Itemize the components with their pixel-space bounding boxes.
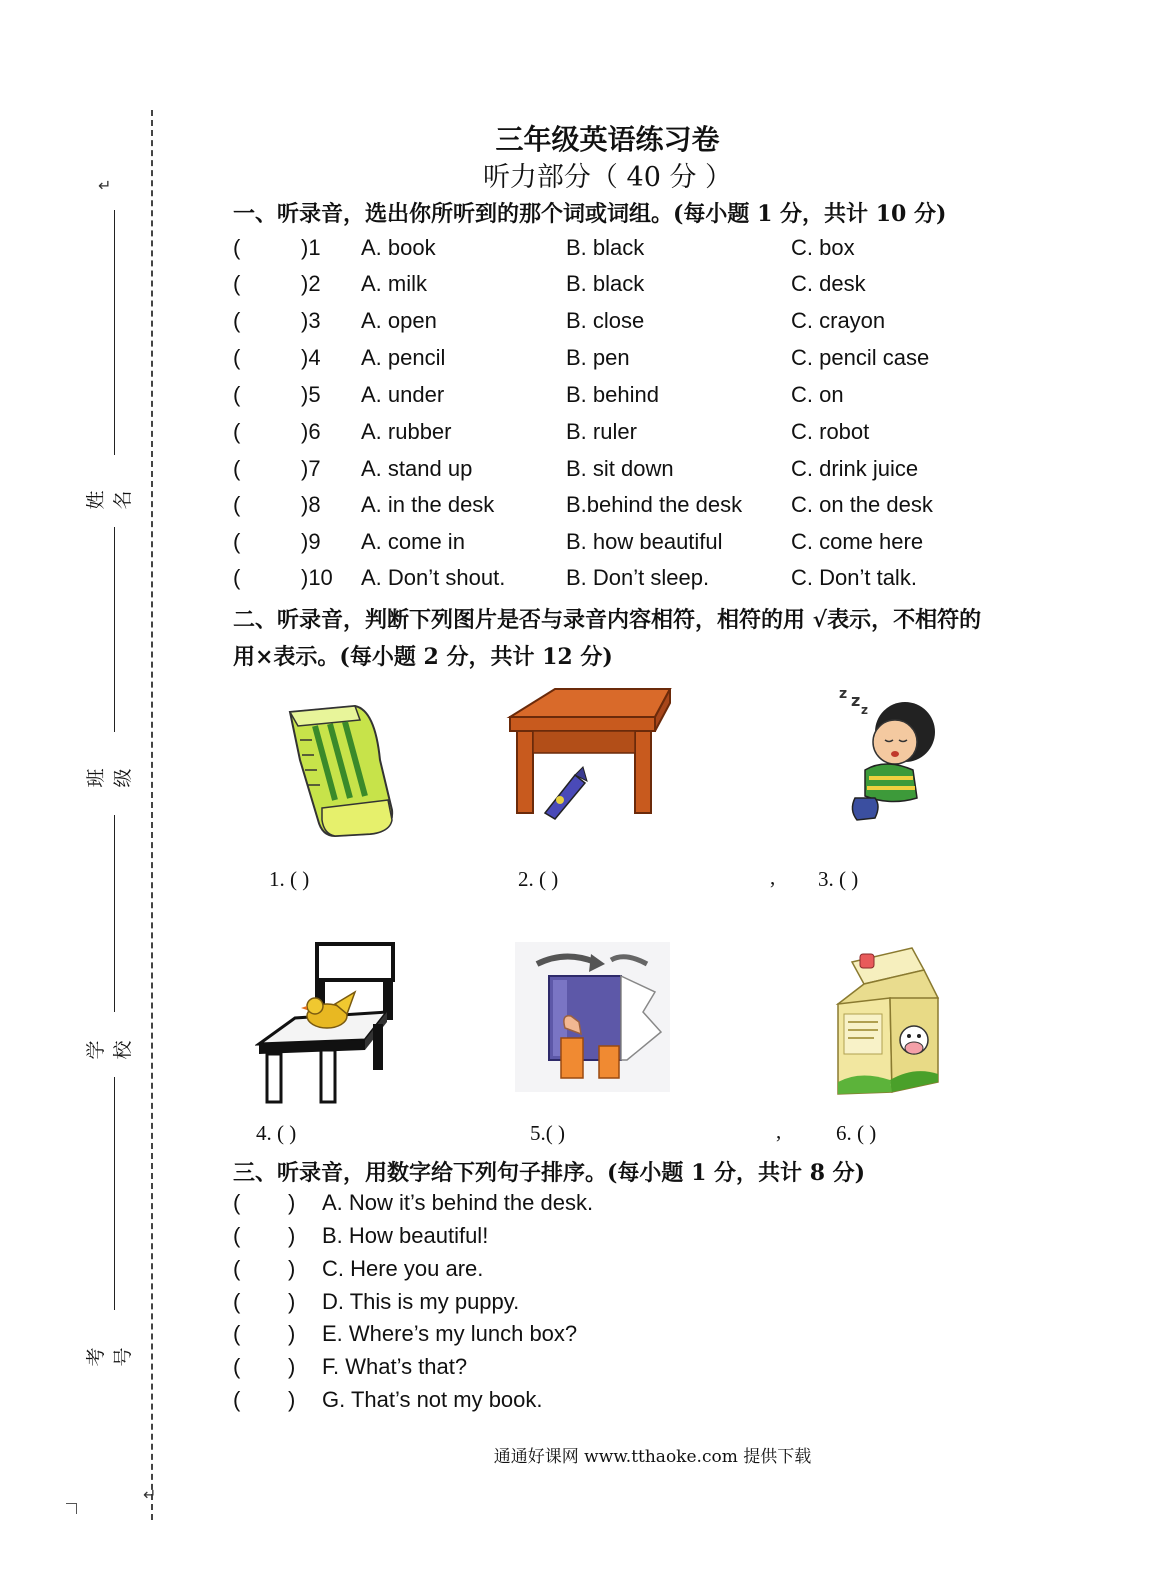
sentence-text: B. How beautiful!: [322, 1223, 489, 1248]
option-b: B. sit down: [566, 456, 674, 481]
answer-paren-open[interactable]: (: [233, 1387, 241, 1412]
option-b: B. Don’t sleep.: [566, 565, 710, 590]
question-number: )10: [301, 565, 333, 590]
page-title: 三年级英语练习卷: [495, 123, 720, 156]
question-row: [233, 492, 1033, 522]
answer-paren[interactable]: (: [233, 492, 241, 517]
answer-paren-close: ): [288, 1387, 296, 1412]
option-b: B. close: [566, 308, 645, 333]
option-c: C. Don’t talk.: [791, 565, 917, 590]
answer-paren-close: ): [288, 1190, 296, 1215]
answer-paren-close: ): [288, 1321, 296, 1346]
option-a: A. in the desk: [361, 492, 495, 517]
answer-paren[interactable]: (: [233, 419, 241, 444]
answer-paren-open[interactable]: (: [233, 1256, 241, 1281]
answer-paren[interactable]: (: [233, 308, 241, 333]
sentence-text: A. Now it’s behind the desk.: [322, 1190, 594, 1215]
option-c: C. on the desk: [791, 492, 933, 517]
picture-4-label[interactable]: 4. ( ): [256, 1121, 297, 1145]
ordering-row: [233, 1289, 833, 1319]
separator-comma: ,: [776, 1119, 782, 1143]
return-mark-bottom: ↵: [143, 1485, 157, 1504]
answer-paren-close: ): [288, 1354, 296, 1379]
question-number: )7: [301, 456, 321, 481]
option-a: A. Don’t shout.: [361, 565, 506, 590]
option-a: A. stand up: [361, 456, 473, 481]
option-b: B. black: [566, 271, 645, 296]
ordering-row: [233, 1387, 833, 1417]
bird-on-chair-picture: [255, 940, 400, 1105]
sentence-text: D. This is my puppy.: [322, 1289, 520, 1314]
sentence-text: C. Here you are.: [322, 1256, 484, 1281]
class-label: 班级: [85, 766, 134, 788]
option-b: B.behind the desk: [566, 492, 743, 517]
option-a: A. book: [361, 235, 436, 260]
question-row: [233, 308, 1033, 338]
answer-paren-open[interactable]: (: [233, 1321, 241, 1346]
answer-paren-close: ): [288, 1223, 296, 1248]
option-c: C. on: [791, 382, 844, 407]
answer-paren-open[interactable]: (: [233, 1223, 241, 1248]
exam-no-label: 考号: [85, 1345, 134, 1367]
section2-heading-line2: 用×表示。(每小题 2 分，共计 12 分): [233, 644, 613, 670]
ordering-row: [233, 1354, 833, 1384]
closing-book-picture: [515, 942, 670, 1092]
question-number: )6: [301, 419, 321, 444]
option-a: A. under: [361, 382, 445, 407]
option-a: A. open: [361, 308, 437, 333]
answer-paren[interactable]: (: [233, 345, 241, 370]
ordering-row: [233, 1321, 833, 1351]
sleeping-boy-picture: [835, 680, 945, 825]
option-b: B. pen: [566, 345, 630, 370]
section1-heading: 一、听录音，选出你所听到的那个词或词组。(每小题 1 分，共计 10 分): [233, 201, 947, 227]
section2-heading-line1: 二、听录音，判断下列图片是否与录音内容相符，相符的用 √表示，不相符的: [233, 607, 982, 633]
class-blank-line[interactable]: [114, 527, 115, 732]
name-label: 姓名: [85, 488, 134, 510]
ordering-row: [233, 1190, 833, 1220]
question-number: )8: [301, 492, 321, 517]
question-number: )1: [301, 235, 321, 260]
picture-6-label[interactable]: 6. ( ): [836, 1121, 877, 1145]
exam-no-blank-line[interactable]: [114, 1077, 115, 1310]
option-a: A. pencil: [361, 345, 446, 370]
school-blank-line[interactable]: [114, 815, 115, 1012]
return-mark-top: ↵: [98, 176, 112, 195]
desk-with-crayon-picture: [505, 685, 675, 820]
separator-comma: ,: [770, 865, 776, 889]
option-c: C. pencil case: [791, 345, 930, 370]
option-c: C. drink juice: [791, 456, 919, 481]
answer-paren[interactable]: (: [233, 235, 241, 260]
question-number: )5: [301, 382, 321, 407]
option-a: A. milk: [361, 271, 427, 296]
svg-text:z: z: [851, 691, 861, 710]
answer-paren-open[interactable]: (: [233, 1354, 241, 1379]
sentence-text: G. That’s not my book.: [322, 1387, 543, 1412]
picture-1-label[interactable]: 1. ( ): [269, 867, 310, 891]
question-number: )3: [301, 308, 321, 333]
option-b: B. black: [566, 235, 645, 260]
ordering-row: [233, 1223, 833, 1253]
question-row: [233, 419, 1033, 449]
option-a: A. come in: [361, 529, 465, 554]
answer-paren[interactable]: (: [233, 565, 241, 590]
option-a: A. rubber: [361, 419, 452, 444]
option-b: B. ruler: [566, 419, 637, 444]
answer-paren-open[interactable]: (: [233, 1289, 241, 1314]
question-number: )9: [301, 529, 321, 554]
question-row: [233, 456, 1033, 486]
question-row: [233, 382, 1033, 412]
answer-paren[interactable]: (: [233, 271, 241, 296]
question-row: [233, 529, 1033, 559]
answer-paren[interactable]: (: [233, 382, 241, 407]
picture-5-label[interactable]: 5.( ): [530, 1121, 565, 1145]
sentence-text: F. What’s that?: [322, 1354, 468, 1379]
picture-3-label[interactable]: 3. ( ): [818, 867, 859, 891]
ordering-row: [233, 1256, 833, 1286]
answer-paren-close: ): [288, 1289, 296, 1314]
binding-dashed-line: [151, 110, 153, 1520]
milk-carton-picture: [830, 942, 945, 1104]
name-blank-line[interactable]: [114, 210, 115, 455]
corner-mark: [66, 1503, 77, 1514]
question-row: [233, 235, 1033, 265]
section3-heading: 三、听录音，用数字给下列句子排序。(每小题 1 分，共计 8 分): [233, 1160, 866, 1186]
question-row: [233, 345, 1033, 375]
question-number: )4: [301, 345, 321, 370]
option-c: C. box: [791, 235, 855, 260]
option-c: C. robot: [791, 419, 870, 444]
answer-paren[interactable]: (: [233, 529, 241, 554]
answer-paren[interactable]: (: [233, 456, 241, 481]
question-row: [233, 271, 1033, 301]
rubber-eraser-picture: [280, 700, 400, 840]
sentence-text: E. Where’s my lunch box?: [322, 1321, 578, 1346]
svg-text:z: z: [839, 686, 848, 702]
option-c: C. crayon: [791, 308, 886, 333]
option-b: B. how beautiful: [566, 529, 723, 554]
footer-source: 通通好课网 www.tthaoke.com 提供下载: [493, 1447, 812, 1467]
answer-paren-open[interactable]: (: [233, 1190, 241, 1215]
answer-paren-close: ): [288, 1256, 296, 1281]
school-label: 学校: [85, 1038, 134, 1060]
option-c: C. desk: [791, 271, 866, 296]
question-number: )2: [301, 271, 321, 296]
picture-2-label[interactable]: 2. ( ): [518, 867, 559, 891]
option-b: B. behind: [566, 382, 659, 407]
svg-text:z: z: [861, 703, 868, 717]
page-subtitle: 听力部分（ 40 分 ）: [482, 162, 733, 193]
question-row: [233, 565, 1033, 595]
option-c: C. come here: [791, 529, 924, 554]
